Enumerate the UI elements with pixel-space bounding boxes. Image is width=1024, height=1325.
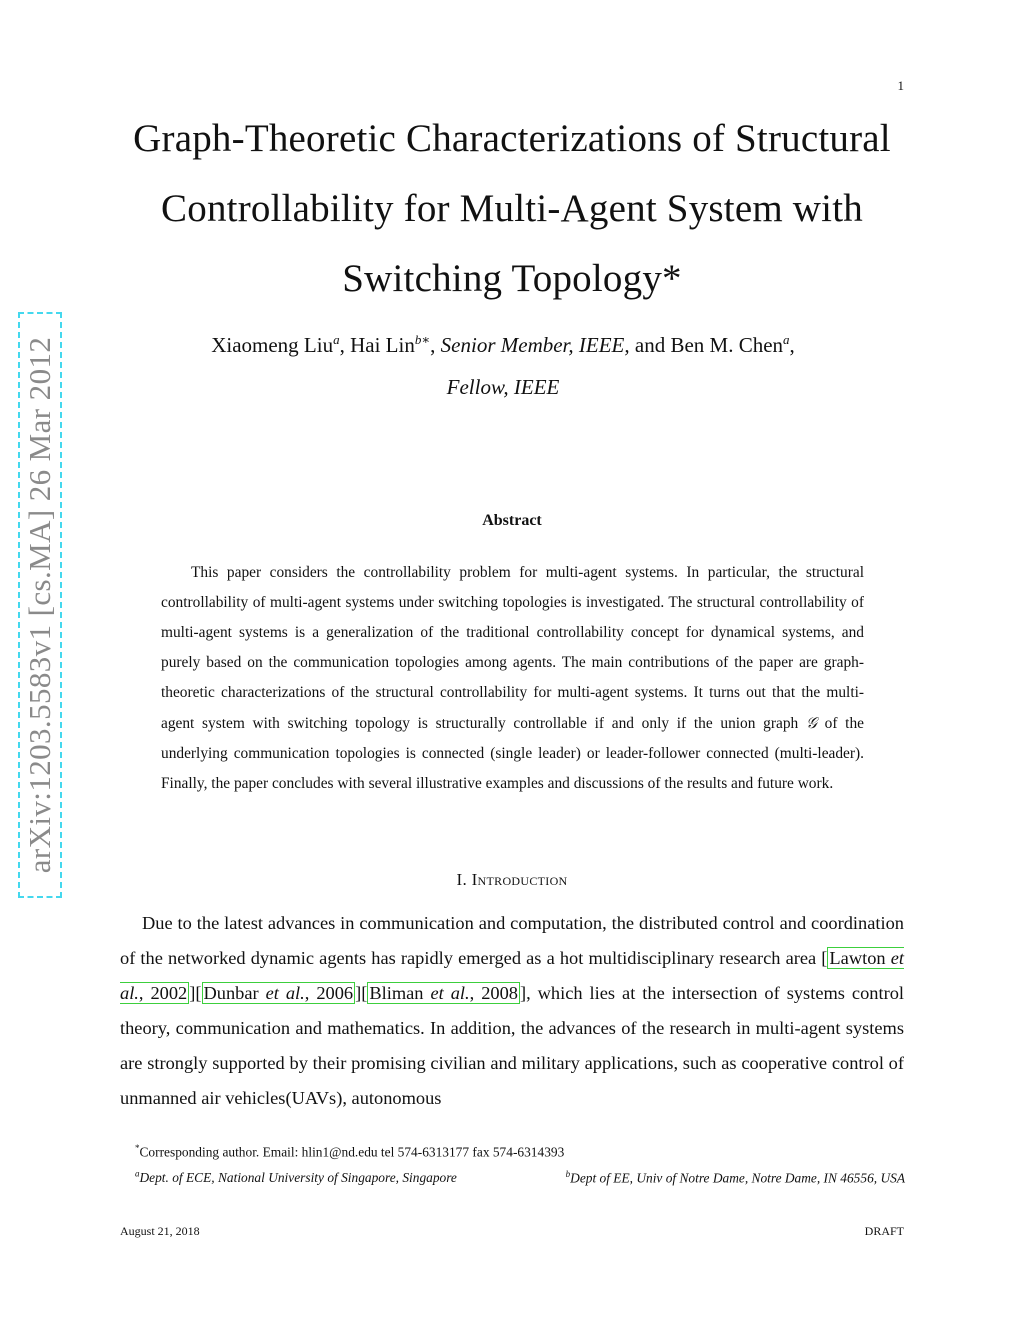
author-lin-role: Senior Member, IEEE, xyxy=(440,333,630,357)
arxiv-stamp[interactable] xyxy=(18,312,62,898)
author-chen: Ben M. Chen xyxy=(670,333,784,357)
title-line-1: Graph-Theoretic Characterizations of Structural xyxy=(133,117,891,160)
citation-dunbar-etal: et al. xyxy=(265,983,305,1003)
citation-dunbar-author: Dunbar xyxy=(203,983,259,1003)
paper-title xyxy=(100,104,924,314)
arxiv-identifier: arXiv:1203.5583v1 [cs.MA] 26 Mar 2012 xyxy=(22,336,57,874)
citation-lawton[interactable]: Lawton et al., 2002 xyxy=(120,948,904,1003)
footnote-affiliations xyxy=(135,1169,905,1186)
footnote-corresponding-mark: * xyxy=(135,1143,140,1153)
footnote-corresponding xyxy=(135,1143,905,1160)
citation-lawton-year: 2002 xyxy=(150,983,188,1003)
citation-bliman-etal: et al. xyxy=(430,983,470,1003)
author-block xyxy=(100,324,906,408)
affiliation-a xyxy=(135,1170,457,1185)
abstract-text-part-1: This paper considers the controllability problem for multi-agent systems. In particular, the structural controllability of multi-agent systems under switching topologies is investigated. The structural controllability of multi-agent systems is a generalization of the traditional controllability concept for dynamical systems, and purely based on the communication topologies among agents. The main contributions of the paper are graph-theoretic characterizations of the structural controllability for multi-agent systems. It turns out that the multi-agent system with switching topology is structurally controllable if and only if the union graph xyxy=(161,564,864,732)
affiliation-b-mark: b xyxy=(565,1169,571,1179)
title-line-2: Controllability for Multi-Agent System with xyxy=(161,187,863,230)
union-graph-symbol: 𝒢 xyxy=(805,714,817,732)
citation-bliman-author: Bliman xyxy=(369,983,424,1003)
author-chen-affil: a xyxy=(783,332,790,347)
author-line-1: Xiaomeng Liu$^a$, Hai Lin$^{b∗}$, Senior Member, IEEE, and Ben M. Chen$^a$, xyxy=(211,332,795,357)
section-title: Introduction xyxy=(471,870,568,889)
page-number: 1 xyxy=(897,78,904,93)
citation-bliman[interactable]: Bliman et al., 2008 xyxy=(369,983,518,1003)
section-heading xyxy=(100,870,924,890)
citation-lawton-etal: et al. xyxy=(120,948,904,1003)
abstract-text-part-2: of the underlying communication topologies is connected (single leader) or leader-follower connected (multi-leader). Finally, the paper concludes with several illustrative examples and discussions of the results and future work. xyxy=(161,715,864,792)
author-liu-affil: a xyxy=(333,332,340,347)
section-number: I. xyxy=(456,870,468,889)
abstract-heading: Abstract xyxy=(482,512,542,529)
intro-text-part-1: Due to the latest advances in communication and computation, the distributed control and coordination of the networked dynamic agents has rapidly emerged as a hot multidisciplinary research area [ xyxy=(120,913,904,968)
author-conjunction: and xyxy=(634,333,666,357)
abstract-text xyxy=(161,558,864,799)
citation-lawton-author: Lawton xyxy=(829,948,886,968)
citation-dunbar[interactable]: Dunbar et al., 2006 xyxy=(203,983,354,1003)
citation-bliman-year: 2008 xyxy=(481,983,518,1003)
footnote-corresponding-text: Corresponding author. Email: hlin1@nd.edu tel 574-6313177 fax 574-6314393 xyxy=(139,1144,565,1160)
author-lin-affil: b∗ xyxy=(414,332,431,347)
author-chen-role: Fellow, IEEE xyxy=(446,375,560,399)
title-line-3: Switching Topology* xyxy=(342,257,682,300)
affiliation-a-mark: a xyxy=(135,1169,140,1179)
intro-text-part-2: ], which lies at the intersection of systems control theory, communication and mathematics. In addition, the advances of the research in multi-agent systems are strongly supported by their promising civilian and military applications, such as cooperative control of unmanned air vehicles(UAVs), autonomous xyxy=(120,983,904,1108)
affiliation-a-text: Dept. of ECE, National University of Singapore, Singapore xyxy=(139,1170,457,1186)
citation-dunbar-year: 2006 xyxy=(316,983,354,1003)
affiliation-b-text: Dept of EE, Univ of Notre Dame, Notre Dame, IN 46556, USA xyxy=(570,1170,905,1186)
footer-draft-label: DRAFT xyxy=(864,1224,904,1238)
footer-date: August 21, 2018 xyxy=(120,1224,200,1238)
author-lin: Hai Lin xyxy=(350,333,415,357)
author-liu: Xiaomeng Liu xyxy=(211,333,334,357)
intro-paragraph: Due to the latest advances in communication and computation, the distributed control and coordination of the networked dynamic agents has rapidly emerged as a hot multidisciplinary research area [ Lawton et al., 2002 ][ Dunbar et al., 2006 ][ Bliman et al., 2008 ], which lies at the intersection of systems control theory, communication and mathematics. In addition, the advances of the research in multi-agent systems are strongly supported by their promising civilian and military applications, such as cooperative control of unmanned air vehicles(UAVs), autonomous xyxy=(120,913,904,1108)
affiliation-b xyxy=(566,1169,905,1186)
